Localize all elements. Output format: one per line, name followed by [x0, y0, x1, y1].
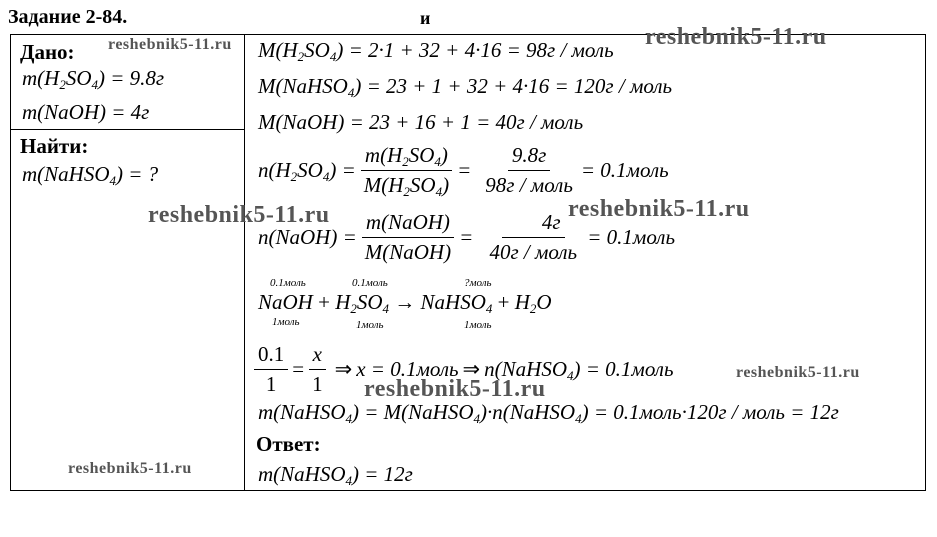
- molar-mass-nahso4: M(NaHSO$_4$) = 23 + 1 + 32 + 4·16 = 120г / моль: [258, 74, 673, 100]
- answer-value: m(NaHSO$_4$) = 12г: [258, 462, 413, 488]
- molar-mass-h2so4: $M(H_2SO_4) = 2\cdot 1 + 32 + 4\cdot 16 = 98г$ / моль: [258, 38, 614, 64]
- watermark: reshebnik5-11.ru: [364, 376, 546, 402]
- fraction-mass-over-molar: $\frac{\text{m(NaOH)}}{\text{M(NaOH)}}$: [361, 210, 455, 265]
- moles-naoh: n(NaOH) = $\frac{\text{m(NaOH)}}{\text{M(NaOH)}}$ = $\frac{4г}{\text{40г / моль}}$ = 0.1моль: [258, 210, 676, 264]
- fraction-ratio-left: $\frac{0.1}{1}$: [254, 342, 288, 397]
- reaction-over-h2so4: 0.1моль: [352, 277, 388, 289]
- find-mass-nahso4: m(NaHSO$_4$) = ?: [22, 162, 159, 188]
- fraction-mass-over-molar: $\frac{m(H_2SO_4)}{M(H_2SO_4)}$: [360, 143, 453, 198]
- answer-label: Ответ:: [256, 432, 321, 456]
- reaction-under-h2so4: 1моль: [356, 319, 384, 331]
- given-mass-h2so4: $m(H_2SO_4) = 9.8г$: [22, 66, 165, 92]
- given-mass-naoh: m(NaOH) = 4г: [22, 100, 150, 124]
- fraction-numeric: $\frac{4г}{\text{40г / моль}}$: [489, 210, 578, 264]
- watermark: reshebnik5-11.ru: [148, 202, 330, 228]
- reaction-over-naoh: 0.1моль: [270, 277, 306, 289]
- proportion-line: $\frac{0.1}{1}$ = $\frac{x}{1}$ ⇒ x = 0.1моль ⇒ n(NaHSO$_4$) = 0.1моль: [254, 342, 674, 397]
- fraction-ratio-right: $\frac{x}{1}$: [308, 342, 327, 397]
- molar-mass-naoh: M(NaOH) = 23 + 16 + 1 = 40г / моль: [258, 110, 584, 134]
- reaction-equation: NaOH + $H_2SO_4$ → NaHSO$_4$ + $H_2O$: [258, 290, 552, 316]
- watermark: reshebnik5-11.ru: [108, 36, 232, 53]
- reaction-over-nahso4: ?моль: [464, 277, 492, 289]
- given-label: Дано:: [20, 40, 75, 64]
- page-title: Задание 2-84.: [8, 6, 128, 28]
- fraction-numeric: $\frac{9.8г}{\text{98г / моль}}$: [485, 143, 573, 197]
- watermark: reshebnik5-11.ru: [568, 196, 750, 222]
- reaction-under-naoh: 1моль: [272, 316, 300, 328]
- table-divider-horizontal: [10, 129, 245, 130]
- reaction-under-nahso4: 1моль: [464, 319, 492, 331]
- find-label: Найти:: [20, 134, 89, 158]
- watermark: reshebnik5-11.ru: [68, 460, 192, 477]
- stray-glyph: и: [420, 8, 431, 28]
- mass-nahso4-calc: m(NaHSO$_4$) = M(NaHSO$_4$)·n(NaHSO$_4$) = 0.1моль·120г / моль = 12г: [258, 400, 839, 426]
- moles-h2so4: $n(H_2SO_4)$ = $\frac{m(H_2SO_4)}{M(H_2SO_4)}$ = $\frac{9.8г}{\text{98г / моль}}$ = 0.1моль: [258, 143, 669, 199]
- watermark: reshebnik5-11.ru: [736, 364, 860, 381]
- watermark: reshebnik5-11.ru: [645, 24, 827, 50]
- table-divider-vertical: [244, 34, 245, 491]
